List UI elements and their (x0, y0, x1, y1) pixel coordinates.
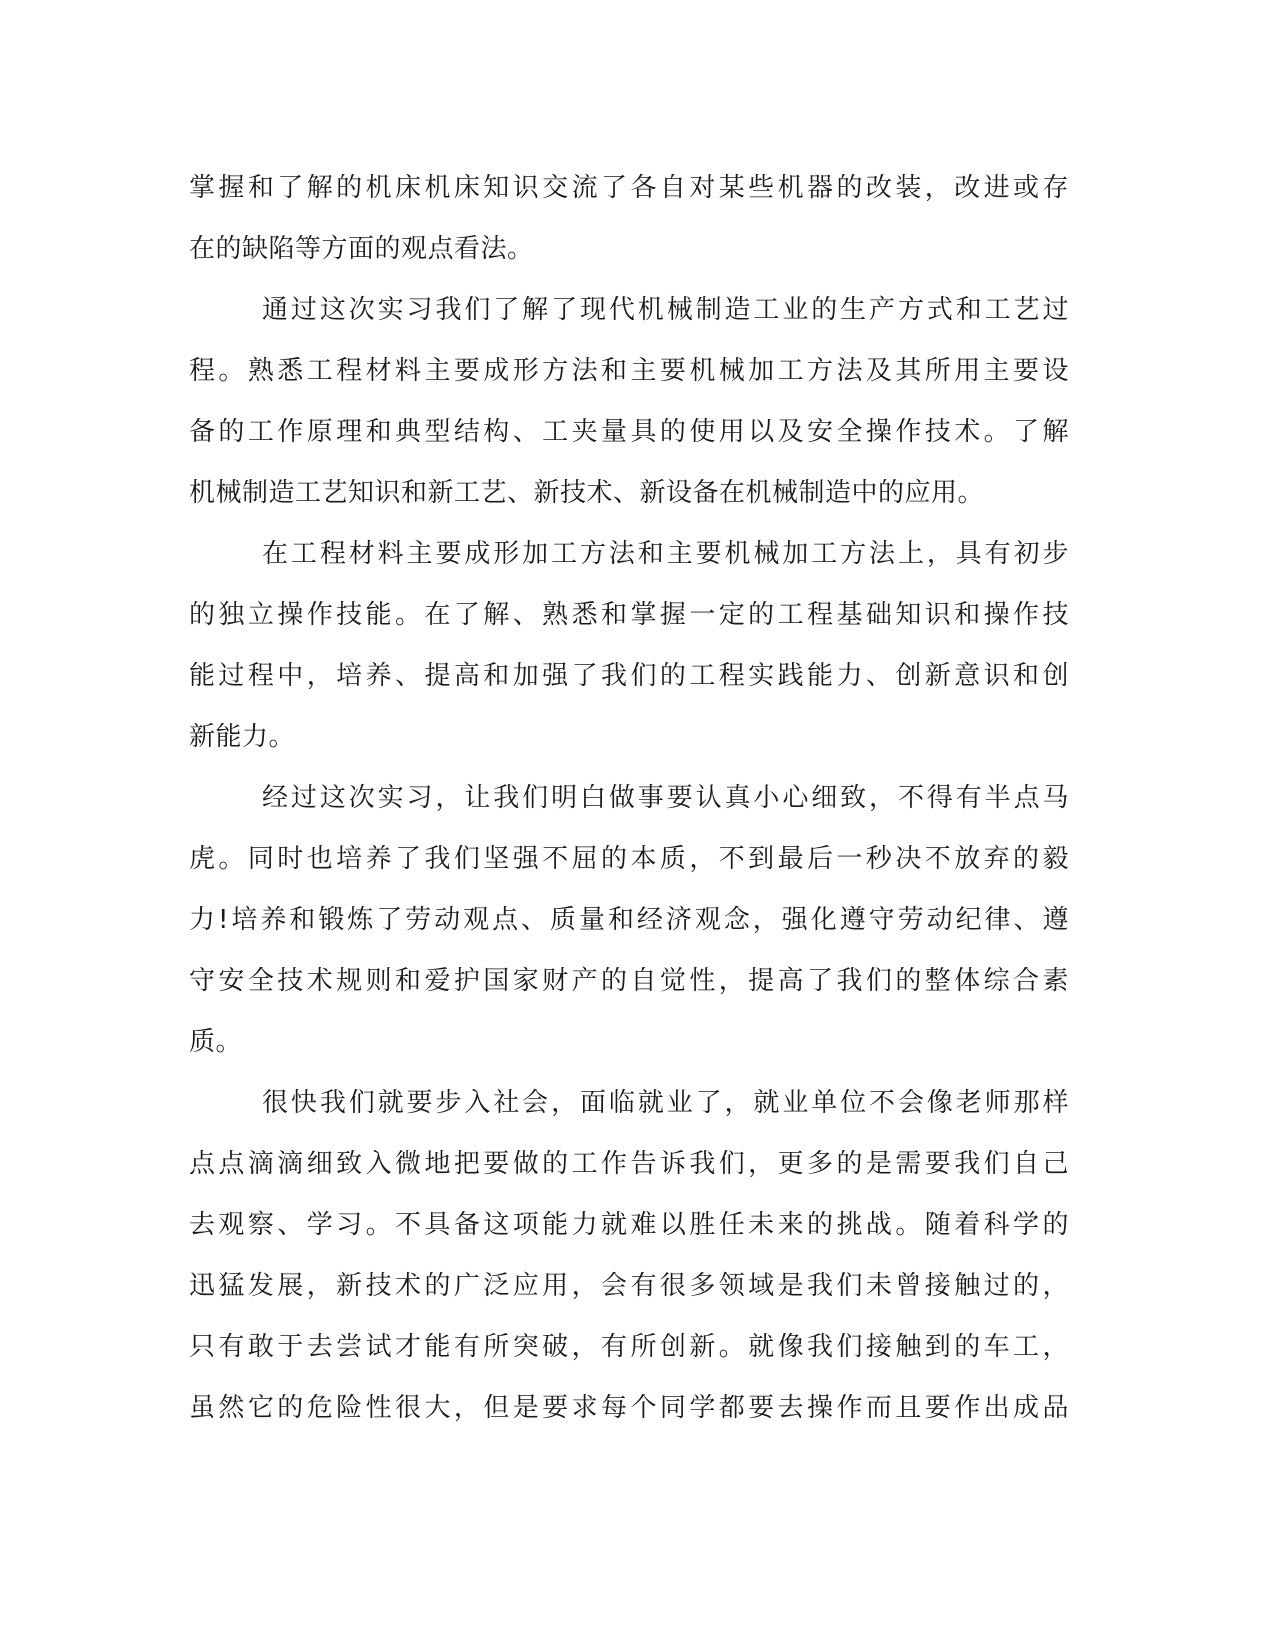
text-line: 的独立操作技能。在了解、熟悉和掌握一定的工程基础知识和操作技 (189, 600, 1069, 630)
text-line: 点点滴滴细致入微地把要做的工作告诉我们，更多的是需要我们自己 (189, 1149, 1069, 1179)
paragraph (189, 1073, 1069, 1439)
text-line: 质。 (189, 1027, 243, 1057)
text-line: 很快我们就要步入社会，面临就业了，就业单位不会像老师那样 (262, 1088, 1069, 1118)
document-body (189, 158, 1069, 1439)
text-line: 备的工作原理和典型结构、工夹量具的使用以及安全操作技术。了解 (189, 417, 1069, 447)
text-line: 虎。同时也培养了我们坚强不屈的本质，不到最后一秒决不放弃的毅 (189, 844, 1069, 874)
text-line: 在的缺陷等方面的观点看法。 (189, 234, 534, 264)
text-line: 力!培养和锻炼了劳动观点、质量和经济观念，强化遵守劳动纪律、遵 (189, 905, 1069, 935)
text-line: 守安全技术规则和爱护国家财产的自觉性，提高了我们的整体综合素 (189, 966, 1069, 996)
paragraph (189, 768, 1069, 1073)
text-line: 机械制造工艺知识和新工艺、新技术、新设备在机械制造中的应用。 (189, 478, 985, 508)
text-line: 迅猛发展，新技术的广泛应用，会有很多领域是我们未曾接触过的， (189, 1271, 1069, 1301)
text-line: 掌握和了解的机床机床知识交流了各自对某些机器的改装，改进或存 (189, 173, 1069, 203)
paragraph (189, 158, 1069, 280)
text-line: 虽然它的危险性很大，但是要求每个同学都要去操作而且要作出成品 (189, 1393, 1069, 1423)
text-line: 新能力。 (189, 722, 296, 752)
text-line: 只有敢于去尝试才能有所突破，有所创新。就像我们接触到的车工， (189, 1332, 1069, 1362)
text-line: 通过这次实习我们了解了现代机械制造工业的生产方式和工艺过 (262, 295, 1069, 325)
text-line: 程。熟悉工程材料主要成形方法和主要机械加工方法及其所用主要设 (189, 356, 1069, 386)
paragraph (189, 280, 1069, 524)
text-line: 去观察、学习。不具备这项能力就难以胜任未来的挑战。随着科学的 (189, 1210, 1069, 1240)
text-line: 能过程中，培养、提高和加强了我们的工程实践能力、创新意识和创 (189, 661, 1069, 691)
text-line: 在工程材料主要成形加工方法和主要机械加工方法上，具有初步 (262, 539, 1069, 569)
text-line: 经过这次实习，让我们明白做事要认真小心细致，不得有半点马 (262, 783, 1069, 813)
paragraph (189, 524, 1069, 768)
